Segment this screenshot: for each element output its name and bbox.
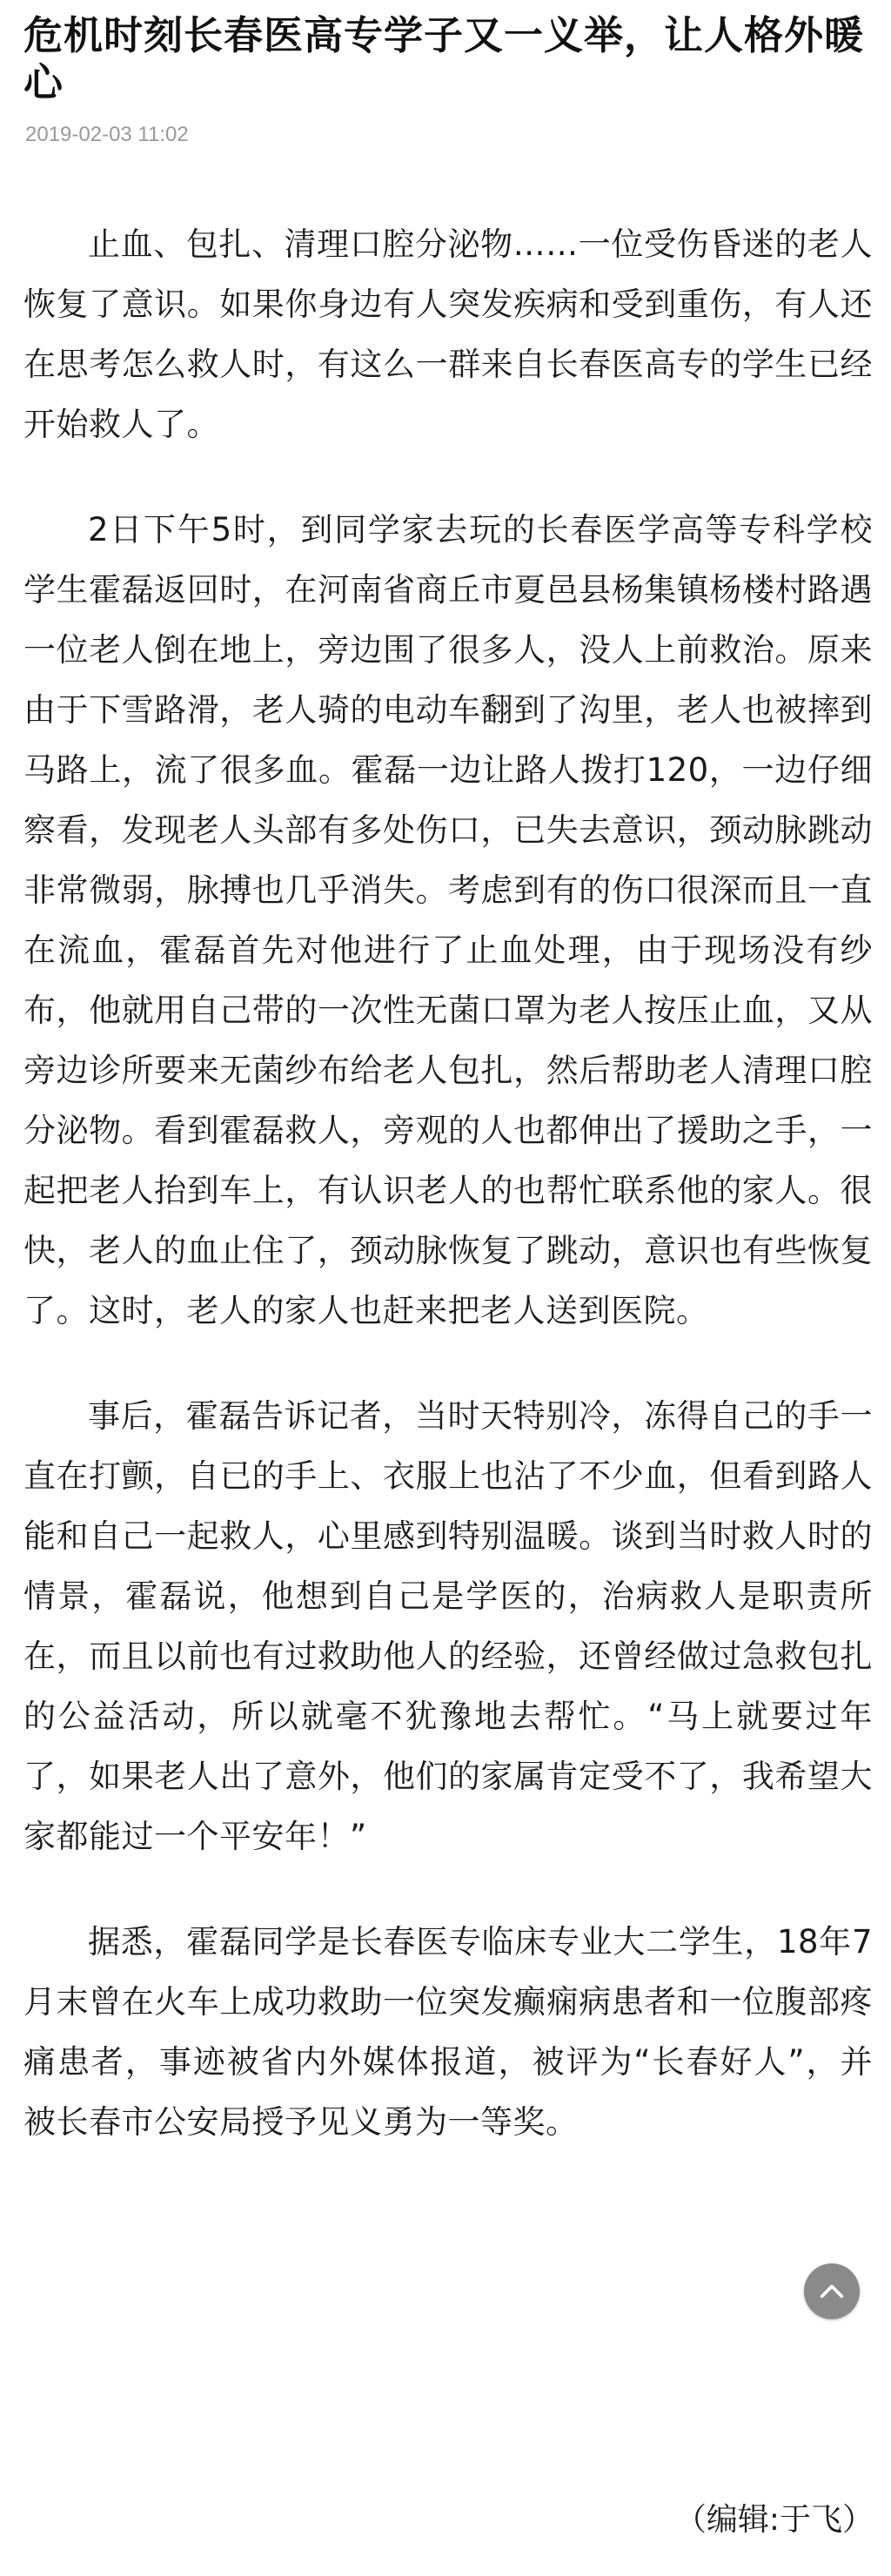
chevron-up-icon: [817, 2277, 847, 2306]
paragraph-1: 止血、包扎、清理口腔分泌物……一位受伤昏迷的老人恢复了意识。如果你身边有人突发疾病和受到重伤，有人还在思考怎么救人时，有这么一群来自长春医高专的学生已经开始救人了。: [23, 225, 873, 443]
editor-credit: （编辑:于飞）: [674, 2502, 874, 2538]
article-title: 危机时刻长春医高专学子又一义举，让人格外暖心: [23, 12, 865, 105]
paragraph-3: 事后，霍磊告诉记者，当时天特别冷，冻得自己的手一直在打颤，自已的手上、衣服上也沾了不少血，但看到路人能和自己一起救人，心里感到特别温暖。谈到当时救人时的情景，霍磊说，他想到自己是学医的，治病救人是职责所在，而且以前也有过救助他人的经验，还曾经做过急救包扎的公益活动，所以就毫不犹豫地去帮忙。“马上就要过年了，如果老人出了意外，他们的家属肯定受不了，我希望大家都能过一个平安年！”: [23, 1397, 873, 1855]
paragraph-2: 2日下午5时，到同学家去玩的长春医学高等专科学校学生霍磊返回时，在河南省商丘市夏邑县杨集镇杨楼村路遇一位老人倒在地上，旁边围了很多人，没人上前救治。原来由于下雪路滑，老人骑的电动车翻到了沟里，老人也被摔到马路上，流了很多血。霍磊一边让路人拨打120，一边仔细察看，发现老人头部有多处伤口，已失去意识，颈动脉跳动非常微弱，脉搏也几乎消失。考虑到有的伤口很深而且一直在流血，霍磊首先对他进行了止血处理，由于现场没有纱布，他就用自己带的一次性无菌口罩为老人按压止血，又从旁边诊所要来无菌纱布给老人包扎，然后帮助老人清理口腔分泌物。看到霍磊救人，旁观的人也都伸出了援助之手，一起把老人抬到车上，有认识老人的也帮忙联系他的家人。很快，老人的血止住了，颈动脉恢复了跳动，意识也有些恢复了。这时，老人的家人也赶来把老人送到医院。: [23, 511, 873, 1329]
publish-date: 2019-02-03 11:02: [25, 123, 189, 146]
article: [23, 0, 873, 2197]
article-body: [23, 214, 873, 2152]
paragraph-4: 据悉，霍磊同学是长春医专临床专业大二学生，18年7月末曾在火车上成功救助一位突发癫痫病患者和一位腹部疼痛患者，事迹被省内外媒体报道，被评为“长春好人”，并被长春市公安局授予见义勇为一等奖。: [23, 1923, 873, 2141]
back-to-top-button[interactable]: [804, 2263, 860, 2319]
